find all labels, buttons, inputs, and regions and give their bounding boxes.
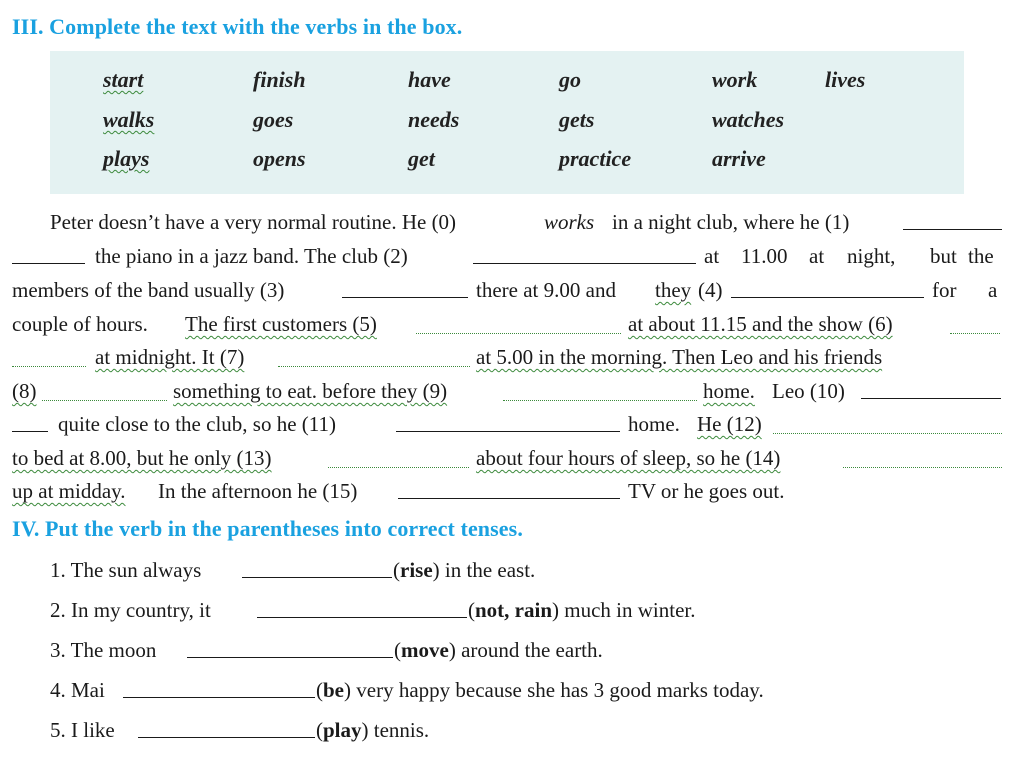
exercise-text: in the east. [444, 558, 536, 582]
exercise-blank-5[interactable] [138, 737, 315, 738]
word-arrive: arrive [712, 146, 766, 171]
passage-text: at [809, 244, 825, 268]
word-plays: plays [103, 146, 150, 171]
passage-text: (4) [698, 278, 723, 302]
passage-text: up at midday. [12, 479, 126, 503]
word-walks: walks [103, 107, 155, 132]
passage-text: they [655, 278, 692, 302]
passage-text: night, [847, 244, 896, 268]
answer-blank-1-cont[interactable] [12, 263, 85, 264]
passage-text: to bed at 8.00, but he only (13) [12, 446, 272, 470]
word-box [50, 51, 964, 194]
exercise-verb: be [323, 678, 344, 702]
answer-blank-14[interactable] [843, 467, 1002, 468]
exercise-blank-1[interactable] [242, 577, 392, 578]
exercise-text: around the earth. [461, 638, 603, 662]
answer-blank-9[interactable] [503, 400, 697, 401]
passage-line-4 [12, 309, 1002, 339]
word-lives: lives [825, 67, 866, 92]
exercise-item-3: 3. The moon (move) around the earth. [50, 635, 1010, 665]
exercise-item-5: 5. I like (play) tennis. [50, 715, 1010, 745]
answer-blank-15[interactable] [398, 498, 620, 499]
passage-text: the [968, 244, 994, 268]
word-have: have [408, 67, 451, 92]
exercise-text: 2. In my country, it [50, 598, 211, 622]
passage-text: In the afternoon he (15) [158, 479, 358, 503]
exercise-verb: move [401, 638, 449, 662]
word-work: work [712, 67, 758, 92]
word-watches: watches [712, 107, 785, 132]
exercise-text: much in winter. [564, 598, 696, 622]
section-3-title: III. Complete the text with the verbs in the box. [12, 14, 463, 39]
answer-blank-1[interactable] [903, 229, 1002, 230]
answer-blank-5[interactable] [416, 333, 621, 334]
word-start: start [103, 67, 144, 92]
passage-text: (8) [12, 379, 37, 403]
exercise-verb: rise [400, 558, 433, 582]
passage-text: at about 11.15 and the show (6) [628, 312, 893, 336]
passage-text: in a night club, where he (1) [612, 210, 850, 234]
passage-text: the piano in a jazz band. The club (2) [95, 244, 408, 268]
passage-line-2 [12, 241, 1002, 271]
answer-blank-10-cont[interactable] [12, 431, 48, 432]
word-opens: opens [253, 146, 306, 171]
word-needs: needs [408, 107, 460, 132]
passage-text: home. [628, 412, 680, 436]
word-gets: gets [559, 107, 595, 132]
exercise-verb: not, rain [475, 598, 553, 622]
passage-text: members of the band usually (3) [12, 278, 285, 302]
passage-text: quite close to the club, so he (11) [58, 412, 336, 436]
exercise-text: 3. The moon [50, 638, 157, 662]
word-get: get [408, 146, 435, 171]
passage-text: at [704, 244, 720, 268]
answer-blank-3[interactable] [342, 297, 468, 298]
section-4-title: IV. Put the verb in the parentheses into correct tenses. [12, 516, 523, 541]
passage-line-6 [12, 376, 1002, 406]
exercise-text: 1. The sun always [50, 558, 202, 582]
passage-line-8 [12, 443, 1002, 473]
answer-blank-6-cont[interactable] [12, 366, 86, 367]
passage-line-1 [12, 207, 1002, 237]
answer-blank-2[interactable] [473, 263, 696, 264]
answer-blank-13[interactable] [328, 467, 469, 468]
passage-text: at 5.00 in the morning. Then Leo and his friends [476, 345, 883, 369]
passage-line-7 [12, 409, 1002, 439]
passage-text: home. [703, 379, 755, 403]
answer-blank-12[interactable] [773, 433, 1002, 434]
word-goes: goes [253, 107, 294, 132]
passage-text: TV or he goes out. [628, 479, 785, 503]
passage-line-5 [12, 342, 1002, 372]
exercise-blank-2[interactable] [257, 617, 467, 618]
exercise-blank-4[interactable] [123, 697, 315, 698]
passage-line-9 [12, 476, 1002, 506]
word-go: go [559, 67, 581, 92]
exercise-item-1: 1. The sun always (rise) in the east. [50, 555, 1010, 585]
passage-text: at midnight. It (7) [95, 345, 245, 369]
passage-text: a [988, 278, 998, 302]
passage-text: something to eat. before they (9) [173, 379, 448, 403]
passage-text: couple of hours. [12, 312, 148, 336]
passage-text: there at 9.00 and [476, 278, 616, 302]
answer-blank-8[interactable] [42, 400, 167, 401]
exercise-item-2: 2. In my country, it (not, rain) much in winter. [50, 595, 1010, 625]
passage-text: Leo (10) [772, 379, 845, 403]
word-practice: practice [559, 146, 632, 171]
exercise-text: 5. I like [50, 718, 115, 742]
passage-text: The first customers (5) [185, 312, 377, 336]
passage-text: about four hours of sleep, so he (14) [476, 446, 781, 470]
example-answer: works [544, 210, 595, 234]
exercise-verb: play [323, 718, 362, 742]
answer-blank-6[interactable] [950, 333, 1000, 334]
answer-blank-7[interactable] [278, 366, 470, 367]
exercise-blank-3[interactable] [187, 657, 393, 658]
word-finish: finish [253, 67, 306, 92]
passage-line-3 [12, 275, 1002, 305]
answer-blank-10[interactable] [861, 398, 1001, 399]
passage-text: for [932, 278, 957, 302]
exercise-text: tennis. [373, 718, 430, 742]
passage-text: but [930, 244, 957, 268]
exercise-text: 4. Mai [50, 678, 105, 702]
answer-blank-4[interactable] [731, 297, 924, 298]
passage-text: He (12) [697, 412, 762, 436]
passage-text: 11.00 [741, 244, 788, 268]
answer-blank-11[interactable] [396, 431, 620, 432]
exercise-item-4: 4. Mai (be) very happy because she has 3 good marks today. [50, 675, 1010, 705]
passage-text: Peter doesn’t have a very normal routine. He (0) [50, 210, 457, 234]
exercise-text: very happy because she has 3 good marks today. [356, 678, 764, 702]
